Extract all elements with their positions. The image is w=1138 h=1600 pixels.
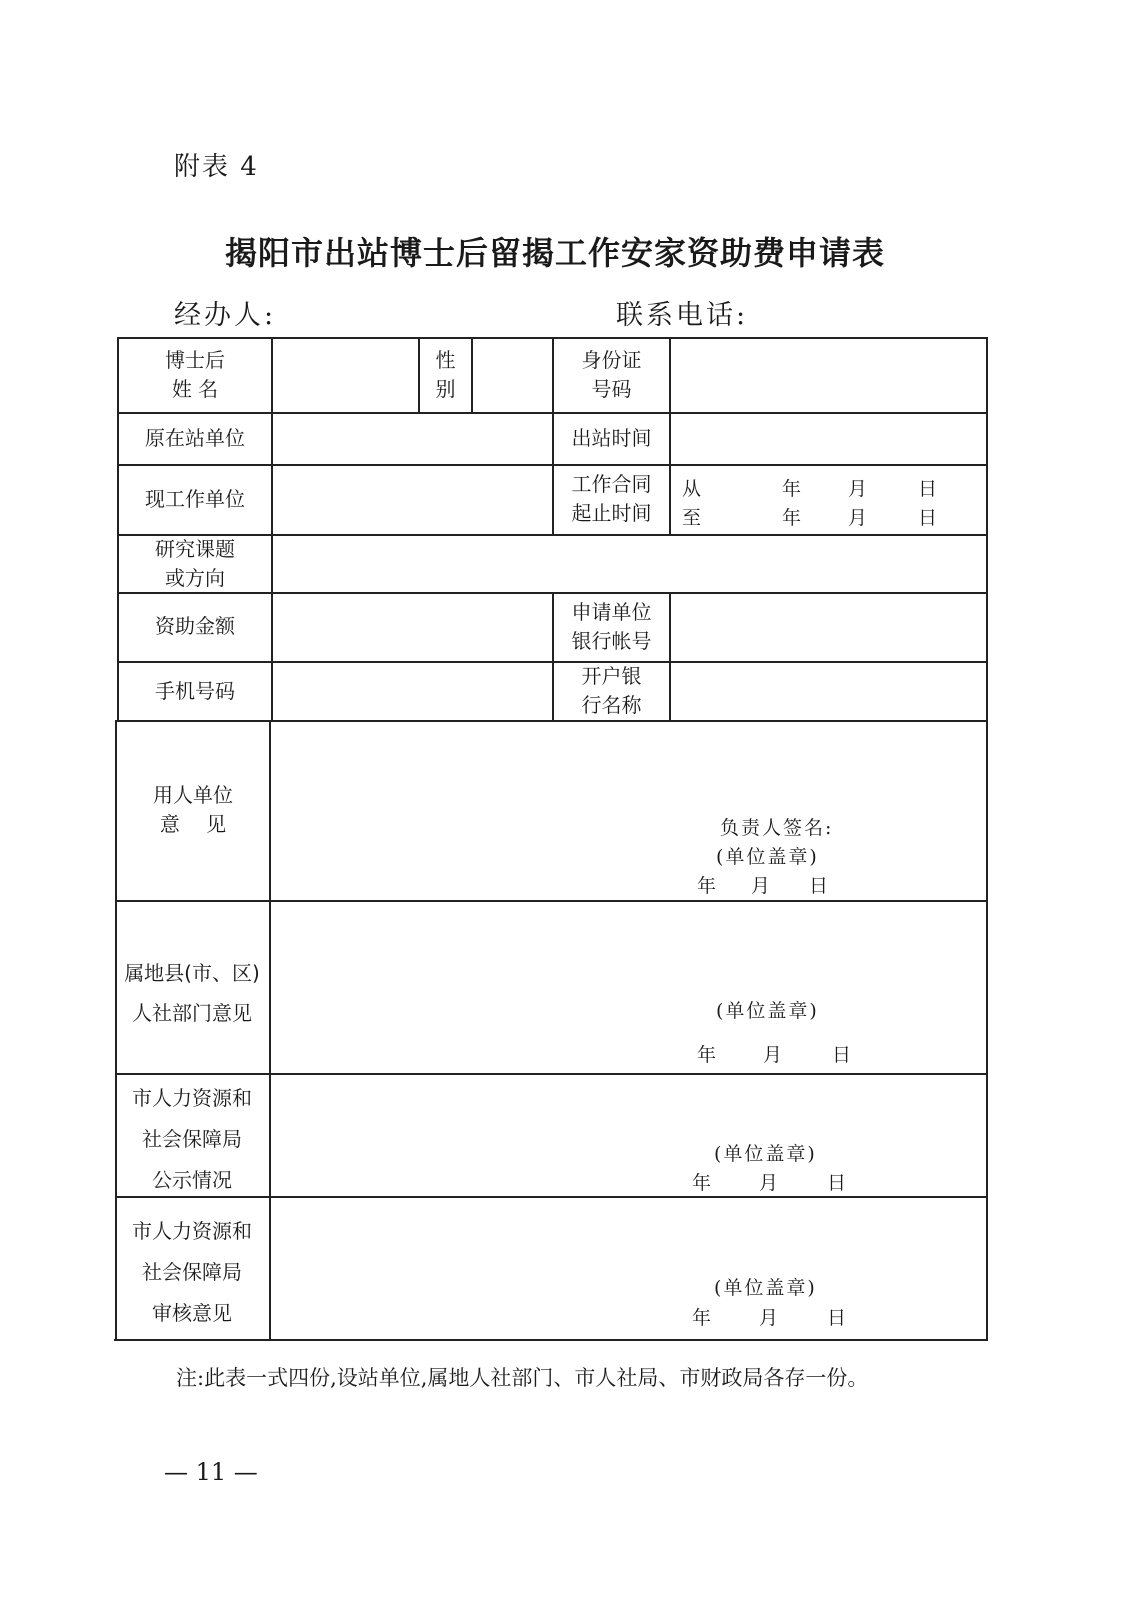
contract-to: 至 bbox=[682, 507, 702, 529]
review-seal: (单位盖章) bbox=[714, 1277, 817, 1299]
publicity-month: 月 bbox=[759, 1172, 779, 1194]
funding-amount-label: 资助金额 bbox=[155, 614, 235, 638]
gender-field[interactable] bbox=[474, 340, 551, 411]
publicity-day: 日 bbox=[827, 1172, 847, 1194]
review-year: 年 bbox=[692, 1307, 712, 1329]
mid-column-divider bbox=[552, 337, 554, 536]
row-divider bbox=[115, 1073, 988, 1075]
publicity-seal: (单位盖章) bbox=[714, 1143, 817, 1165]
page-number: — 11 — bbox=[164, 1458, 258, 1486]
table-border-right bbox=[986, 337, 988, 1341]
table-border-bottom bbox=[114, 1339, 988, 1341]
gender-divider bbox=[418, 337, 420, 414]
row-divider bbox=[118, 534, 988, 536]
footnote: 注:此表一式四份,设站单位,属地人社部门、市人社局、市财政局各存一份。 bbox=[176, 1366, 869, 1390]
signer-label: 负责人签名: bbox=[720, 817, 834, 839]
mobile-field[interactable] bbox=[274, 664, 551, 719]
phone-label: 联系电话: bbox=[616, 300, 749, 331]
id-number-field[interactable] bbox=[672, 340, 985, 411]
county-day: 日 bbox=[832, 1044, 852, 1066]
contract-to-day: 日 bbox=[918, 507, 938, 529]
form-title: 揭阳市出站博士后留揭工作安家资助费申请表 bbox=[224, 234, 885, 272]
city-publicity-field[interactable] bbox=[272, 1076, 985, 1195]
contract-period-label: 工作合同 起止时间 bbox=[571, 472, 652, 525]
original-unit-label: 原在站单位 bbox=[145, 426, 245, 450]
contract-from: 从 bbox=[682, 478, 702, 500]
city-review-field[interactable] bbox=[272, 1199, 985, 1338]
contract-from-year: 年 bbox=[782, 478, 802, 500]
funding-amount-field[interactable] bbox=[274, 595, 551, 660]
current-unit-label: 现工作单位 bbox=[145, 487, 245, 511]
county-seal: (单位盖章) bbox=[716, 1000, 819, 1022]
bank-name-label: 开户银 行名称 bbox=[581, 664, 642, 717]
city-publicity-label: 市人力资源和 社会保障局 公示情况 bbox=[132, 1086, 252, 1192]
original-unit-field[interactable] bbox=[274, 415, 551, 463]
employer-month: 月 bbox=[751, 875, 771, 897]
label-column-divider bbox=[269, 720, 271, 1341]
table-border-top bbox=[118, 337, 988, 339]
label-column-divider bbox=[271, 337, 273, 721]
bank-account-field[interactable] bbox=[672, 595, 985, 660]
county-opinion-field[interactable] bbox=[272, 903, 985, 1072]
current-unit-field[interactable] bbox=[274, 467, 551, 533]
table-border-left bbox=[115, 720, 117, 1341]
bank-name-field[interactable] bbox=[672, 664, 985, 719]
row-divider bbox=[118, 464, 988, 466]
value-column-divider bbox=[669, 592, 671, 721]
postdoc-name-field[interactable] bbox=[274, 340, 417, 411]
contract-from-day: 日 bbox=[918, 478, 938, 500]
publicity-year: 年 bbox=[692, 1172, 712, 1194]
mid-column-divider bbox=[552, 592, 554, 721]
research-topic-field[interactable] bbox=[274, 537, 985, 591]
contract-from-month: 月 bbox=[848, 478, 868, 500]
row-divider bbox=[116, 900, 988, 902]
review-day: 日 bbox=[827, 1307, 847, 1329]
employer-seal: (单位盖章) bbox=[716, 846, 819, 868]
city-review-label: 市人力资源和 社会保障局 审核意见 bbox=[132, 1219, 252, 1325]
exit-time-label: 出站时间 bbox=[571, 426, 652, 450]
row-divider bbox=[115, 1196, 988, 1198]
appendix-label: 附表 4 bbox=[174, 152, 259, 182]
bank-account-label: 申请单位 银行帐号 bbox=[571, 600, 652, 653]
row-divider bbox=[118, 661, 988, 663]
employer-opinion-field[interactable] bbox=[272, 723, 985, 899]
employer-opinion-label: 用人单位 意 见 bbox=[153, 783, 233, 836]
row-divider bbox=[118, 412, 988, 414]
contract-to-year: 年 bbox=[782, 507, 802, 529]
exit-time-field[interactable] bbox=[672, 415, 985, 463]
table-border-left bbox=[117, 337, 119, 721]
county-month: 月 bbox=[763, 1044, 783, 1066]
employer-year: 年 bbox=[697, 875, 717, 897]
county-year: 年 bbox=[697, 1044, 717, 1066]
contract-to-month: 月 bbox=[848, 507, 868, 529]
review-month: 月 bbox=[759, 1307, 779, 1329]
gender-label: 性 别 bbox=[435, 348, 456, 401]
handler-label: 经办人: bbox=[174, 300, 277, 331]
gender-divider bbox=[471, 337, 473, 414]
research-topic-label: 研究课题 或方向 bbox=[155, 537, 235, 590]
value-column-divider bbox=[669, 337, 671, 536]
row-divider bbox=[118, 592, 988, 594]
county-opinion-label: 属地县(市、区) 人社部门意见 bbox=[124, 961, 260, 1025]
id-number-label: 身份证 号码 bbox=[581, 348, 642, 401]
row-divider bbox=[117, 720, 988, 722]
mobile-label: 手机号码 bbox=[155, 679, 235, 703]
employer-day: 日 bbox=[809, 875, 829, 897]
postdoc-name-label: 博士后 姓 名 bbox=[165, 348, 225, 401]
